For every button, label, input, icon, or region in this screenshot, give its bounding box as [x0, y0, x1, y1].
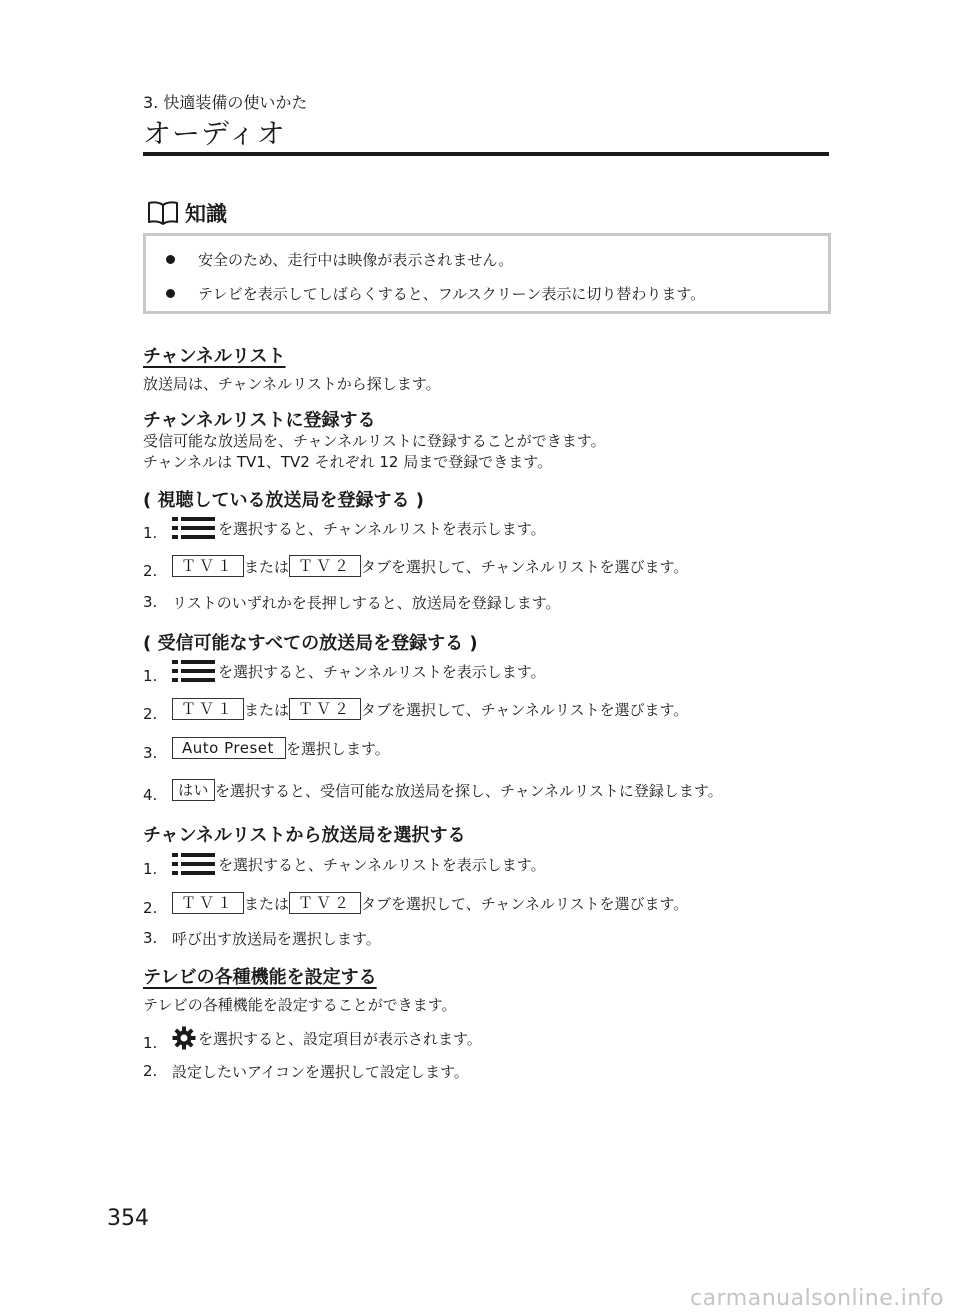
channel-list-heading: チャンネルリスト	[143, 346, 286, 367]
tv2-tab-button[interactable]: ＴＶ２	[289, 892, 361, 914]
book-icon	[147, 200, 179, 226]
step-text: リストのいずれかを長押しすると、放送局を登録します。	[172, 593, 561, 612]
knowledge-heading	[147, 198, 227, 228]
step-item	[143, 658, 546, 684]
step-text: を選択すると、チャンネルリストを表示します。	[218, 662, 546, 681]
step-item	[143, 1025, 482, 1051]
step-item	[143, 777, 723, 803]
step-text: または	[244, 894, 290, 913]
note-item: 安全のため、走行中は映像が表示されません。	[166, 250, 808, 270]
step-text: タブを選択して、チャンネルリストを選びます。	[361, 557, 689, 576]
auto-preset-button[interactable]: Auto Preset	[172, 737, 286, 759]
step-item	[143, 553, 688, 579]
register-all-heading: ( 受信可能なすべての放送局を登録する )	[143, 633, 478, 654]
step-text: タブを選択して、チャンネルリストを選びます。	[361, 700, 689, 719]
page-number: 354	[107, 1206, 149, 1231]
gear-icon	[172, 1026, 196, 1050]
step-number: 2.	[143, 562, 158, 580]
step-text: 設定したいアイコンを選択して設定します。	[172, 1062, 469, 1081]
step-number: 2.	[143, 705, 158, 723]
header-rule	[143, 152, 829, 156]
bullet-icon	[166, 289, 175, 298]
step-number: 3.	[143, 593, 158, 611]
note-item: テレビを表示してしばらくすると、フルスクリーン表示に切り替わります。	[166, 284, 808, 304]
step-text: を選択すると、チャンネルリストを表示します。	[218, 855, 546, 874]
bullet-icon	[166, 255, 175, 264]
step-item	[143, 851, 546, 877]
step-number: 2.	[143, 899, 158, 917]
select-from-list-heading: チャンネルリストから放送局を選択する	[143, 825, 466, 846]
tv2-tab-button[interactable]: ＴＶ２	[289, 555, 361, 577]
tv1-tab-button[interactable]: ＴＶ１	[172, 892, 244, 914]
register-viewing-heading: ( 視聴している放送局を登録する )	[143, 490, 424, 511]
watermark: carmanualsonline.info	[690, 1286, 944, 1311]
step-item	[143, 589, 561, 615]
step-number: 1.	[143, 860, 158, 878]
step-number: 4.	[143, 786, 158, 804]
tv1-tab-button[interactable]: ＴＶ１	[172, 555, 244, 577]
chapter-title: オーディオ	[143, 117, 286, 150]
register-desc-1: 受信可能な放送局を、チャンネルリストに登録することができます。	[143, 432, 606, 450]
step-item	[143, 890, 688, 916]
step-text: または	[244, 557, 290, 576]
step-text: を選択すると、設定項目が表示されます。	[198, 1029, 482, 1048]
list-menu-icon	[172, 658, 216, 684]
step-number: 1.	[143, 524, 158, 542]
channel-list-intro: 放送局は、チャンネルリストから探します。	[143, 375, 441, 393]
register-heading: チャンネルリストに登録する	[143, 410, 376, 431]
step-item	[143, 735, 390, 761]
step-text: を選択すると、チャンネルリストを表示します。	[218, 519, 546, 538]
step-number: 1.	[143, 1034, 158, 1052]
tv1-tab-button[interactable]: ＴＶ１	[172, 698, 244, 720]
step-item	[143, 1058, 469, 1084]
tv2-tab-button[interactable]: ＴＶ２	[289, 698, 361, 720]
tv-settings-intro: テレビの各種機能を設定することができます。	[143, 996, 457, 1014]
step-text: または	[244, 700, 290, 719]
step-text: を選択します。	[286, 739, 390, 758]
list-menu-icon	[172, 515, 216, 541]
section-path: 3. 快適装備の使いかた	[143, 93, 308, 112]
yes-button[interactable]: はい	[172, 779, 215, 801]
register-desc-2: チャンネルは TV1、TV2 それぞれ 12 局まで登録できます。	[143, 453, 552, 471]
knowledge-note-box	[143, 233, 831, 314]
step-item	[143, 925, 381, 951]
step-number: 3.	[143, 744, 158, 762]
step-number: 1.	[143, 667, 158, 685]
step-item	[143, 515, 546, 541]
step-number: 3.	[143, 929, 158, 947]
step-text: 呼び出す放送局を選択します。	[172, 929, 381, 948]
step-text: タブを選択して、チャンネルリストを選びます。	[361, 894, 689, 913]
step-item	[143, 696, 688, 722]
list-menu-icon	[172, 851, 216, 877]
step-text: を選択すると、受信可能な放送局を探し、チャンネルリストに登録します。	[215, 781, 723, 800]
tv-settings-heading: テレビの各種機能を設定する	[143, 967, 377, 988]
step-number: 2.	[143, 1062, 158, 1080]
knowledge-title: 知識	[185, 202, 227, 226]
